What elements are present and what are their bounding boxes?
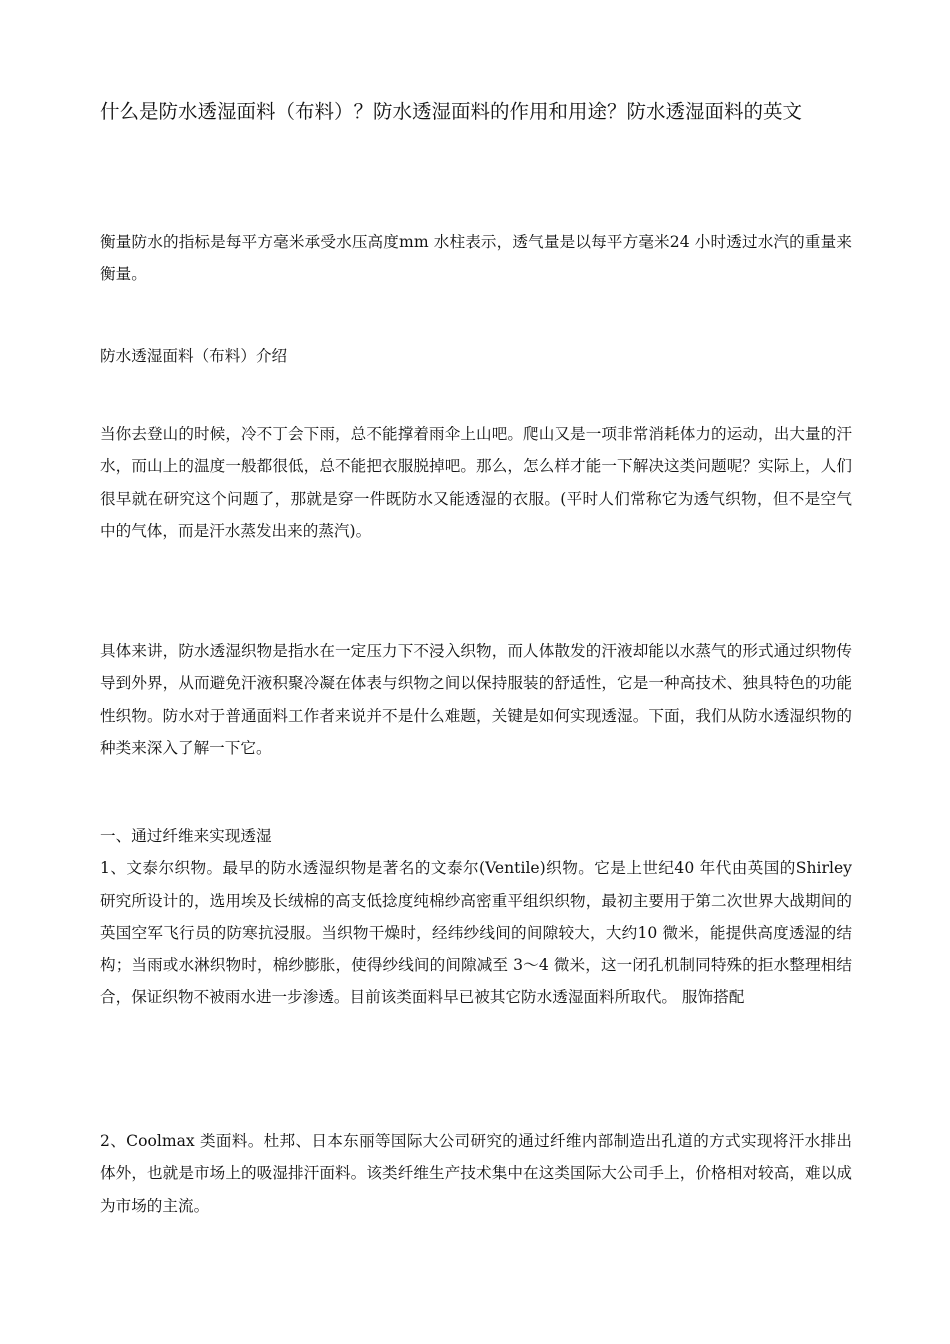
paragraph-definition: 具体来讲，防水透湿织物是指水在一定压力下不浸入织物，而人体散发的汗液却能以水蒸气的形式通过织物传导到外界，从而避免汗液积聚冷凝在体表与织物之间以保持服装的舒适性，它是一种高技术、独具特色的功能性织物。防水对于普通面料工作者来说并不是什么难题，关键是如何实现透湿。下面，我们从防水透湿织物的种类来深入了解一下它。 [100, 642, 852, 757]
document-title: 什么是防水透湿面料（布料）？防水透湿面料的作用和用途？防水透湿面料的英文 [100, 100, 803, 123]
section-fiber-breathability [100, 820, 852, 1014]
paragraph-measurement: 衡量防水的指标是每平方毫米承受水压高度mm 水柱表示，透气量是以每平方毫米24 小时透过水汽的重量来衡量。 [100, 233, 852, 284]
section-heading-fiber: 一、通过纤维来实现透湿 [100, 827, 272, 845]
paragraph-coolmax: 2、Coolmax 类面料。杜邦、日本东丽等国际大公司研究的通过纤维内部制造出孔道的方式实现将汗水排出体外，也就是市场上的吸湿排汗面料。该类纤维生产技术集中在这类国际大公司手上，价格相对较高，难以成为市场的主流。 [100, 1132, 852, 1215]
section-heading-introduction: 防水透湿面料（布料）介绍 [100, 347, 288, 365]
paragraph-ventile: 1、文泰尔织物。最早的防水透湿织物是著名的文泰尔(Ventile)织物。它是上世纪40 年代由英国的Shirley 研究所设计的，选用埃及长绒棉的高支低捻度纯棉纱高密重平组织织物，最初主要用于第二次世界大战期间的英国空军飞行员的防寒抗浸服。当织物干燥时，经纬纱线间的间隙较大，大约10 微米，能提供高度透湿的结构；当雨或水淋织物时，棉纱膨胀，使得纱线间的间隙减至 3～4 微米，这一闭孔机制同特殊的拒水整理相结合，保证织物不被雨水进一步渗透。目前该类面料早已被其它防水透湿面料所取代。 服饰搭配 [100, 859, 852, 1007]
paragraph-mountain-climbing: 当你去登山的时候，冷不丁会下雨，总不能撑着雨伞上山吧。爬山又是一项非常消耗体力的运动，出大量的汗水，而山上的温度一般都很低，总不能把衣服脱掉吧。那么，怎么样才能一下解决这类问题呢？实际上，人们很早就在研究这个问题了，那就是穿一件既防水又能透湿的衣服。(平时人们常称它为透气织物，但不是空气中的气体，而是汗水蒸发出来的蒸汽)。 [100, 425, 852, 540]
